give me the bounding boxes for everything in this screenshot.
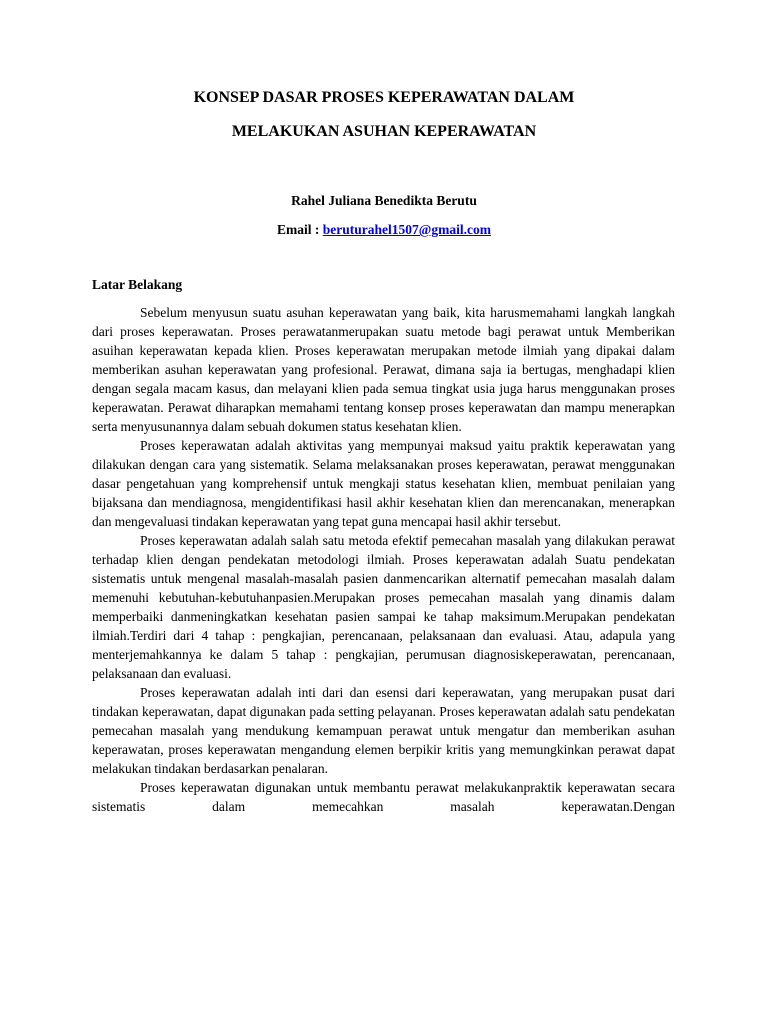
document-title-line-1: KONSEP DASAR PROSES KEPERAWATAN DALAM: [193, 89, 575, 106]
body-text: [92, 303, 675, 816]
author-email-line: [0, 221, 768, 239]
paragraph-2: Proses keperawatan adalah aktivitas yang mempunyai maksud yaitu praktik keperawatan yang dilakukan dengan cara yang sistematik. Selama melaksanakan proses keperawatan, perawat menggunakan dasar pengetahuan yang komprehensif untuk mengkaji status kesehatan klien, membuat penilaian yang bijaksana dan mendiagnosa, mengidentifikasi hasil akhir kesehatan klien dan merencanakan, menerapkan dan mengevaluasi tindakan keperawatan yang tepat guna mencapai hasil akhir tersebut.: [92, 438, 675, 529]
author-name: Rahel Juliana Benedikta Berutu: [291, 193, 477, 208]
paragraph-1: Sebelum menyusun suatu asuhan keperawatan yang baik, kita harusmemahami langkah langkah dari proses keperawatan. Proses perawatanmerupakan suatu metode bagi perawat untuk Memberikan asuihan keperawatan kepada klien. Proses keperawatan merupakan metode ilmiah yang dipakai dalam memberikan asuhan keperawatan yang profesional. Perawat, dimana saja ia bertugas, menghadapi klien dengan segala macam kasus, dan melayani klien pada semua tingkat usia juga harus menggunakan proses keperawatan. Perawat diharapkan memahami tentang konsep proses keperawatan dan mampu menerapkan serta menyusunannya dalam sebuah dokumen status kesehatan klien.: [92, 305, 675, 434]
email-label: Email :: [277, 222, 323, 237]
paragraph-5: Proses keperawatan digunakan untuk membantu perawat melakukanpraktik keperawatan secara sistematis dalam memecahkan masalah keperawatan.Dengan: [92, 780, 675, 814]
email-link[interactable]: beruturahel1507@gmail.com: [322, 222, 491, 237]
document-title-line-2: MELAKUKAN ASUHAN KEPERAWATAN: [231, 123, 537, 140]
paragraph-4: Proses keperawatan adalah inti dari dan esensi dari keperawatan, yang merupakan pusat dari tindakan keperawatan, dapat digunakan pada setting pelayanan. Proses keperawatan adalah satu pendekatan pemecahan masalah yang mendukung kemampuan perawat untuk mengatur dan memberikan asuhan keperawatan, proses keperawatan mengandung elemen berpikir kritis yang memungkinkan perawat dapat melakukan tindakan berdasarkan penalaran.: [92, 685, 675, 776]
section-heading: Latar Belakang: [92, 277, 183, 292]
paragraph-3: Proses keperawatan adalah salah satu metoda efektif pemecahan masalah yang dilakukan perawat terhadap klien dengan pendekatan metodologi ilmiah. Proses keperawatan adalah Suatu pendekatan sistematis untuk mengenal masalah-masalah pasien danmencarikan alternatif pemecahan masalah dalam memenuhi kebutuhan-kebutuhanpasien.Merupakan proses pemecahan masalah yang dinamis dalam memperbaiki danmeningkatkan kesehatan pasien sampai ke tahap maksimum.Merupakan pendekatan ilmiah.Terdiri dari 4 tahap : pengkajian, perencanaan, pelaksanaan dan evaluasi. Atau, adapula yang menterjemahkannya ke dalam 5 tahap : pengkajian, perumusan diagnosiskeperawatan, perencanaan, pelaksanaan dan evaluasi.: [92, 533, 675, 681]
